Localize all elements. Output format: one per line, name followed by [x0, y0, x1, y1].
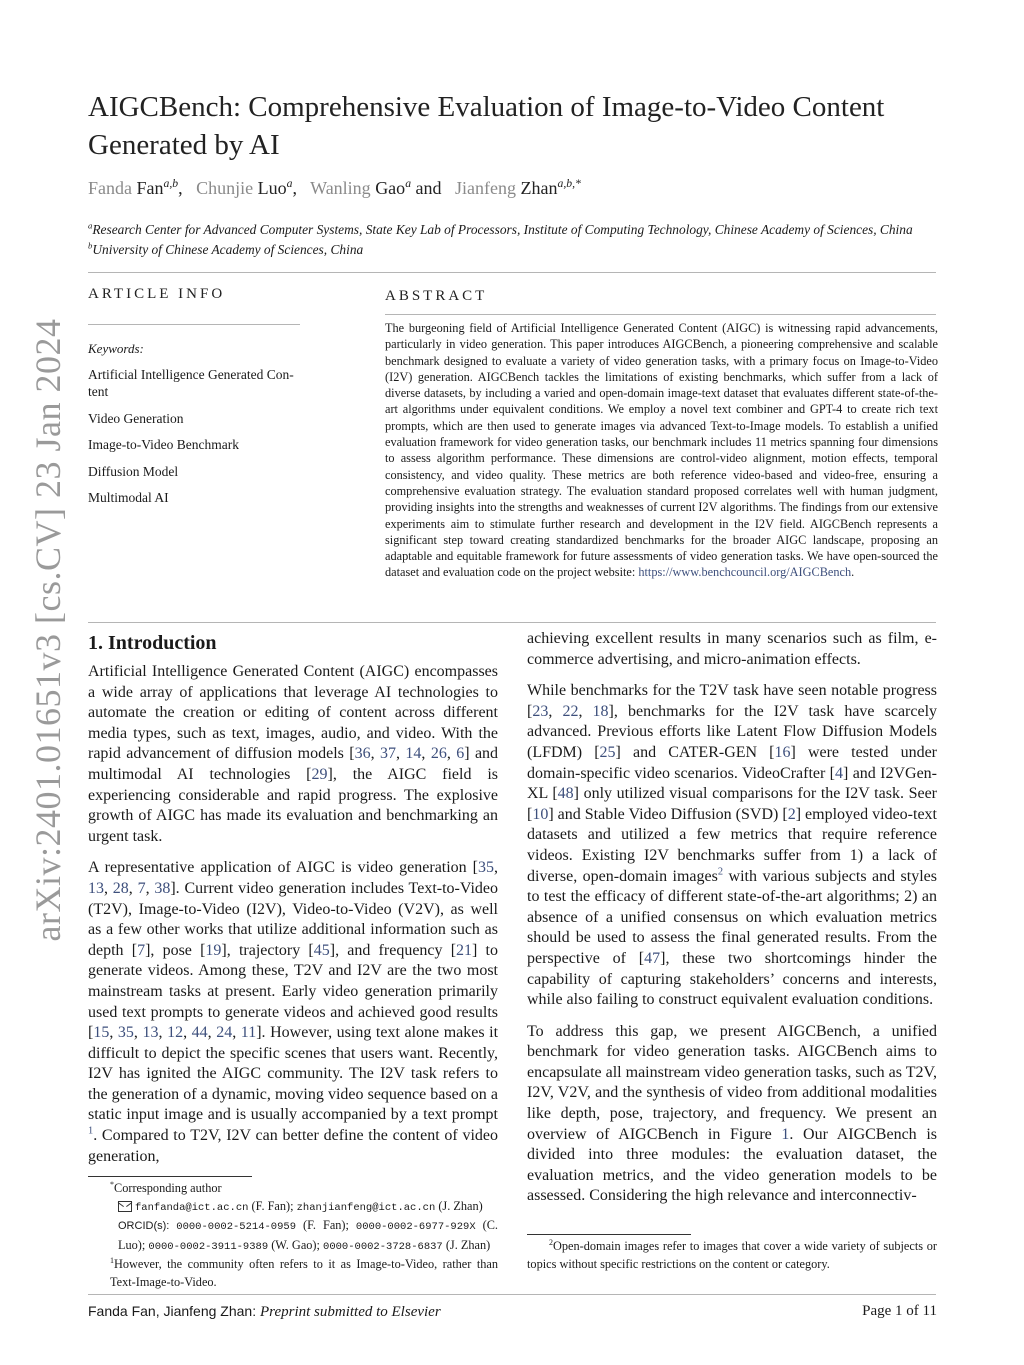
keyword: Diffusion Model	[88, 463, 179, 479]
citation-link[interactable]: 37	[380, 745, 396, 763]
author: Fanda Fan$^{a,b}$,	[88, 177, 192, 198]
paragraph: achieving excellent results in many scenarios such as film, e-commerce advertising, and micro-animation effects.	[527, 630, 937, 668]
keyword: Multimodal AI	[88, 490, 169, 505]
article-info-heading: ARTICLE INFO	[88, 286, 226, 302]
author: Wanling Gao$^a$ and	[310, 177, 451, 198]
citation-link[interactable]: 35	[117, 1024, 134, 1042]
author-list	[88, 178, 968, 199]
affiliation-b: $^b$University of Chinese Academy of Sciences, China	[88, 240, 364, 257]
citation-link[interactable]: 28	[112, 879, 129, 897]
corresponding-author-note: *Corresponding author	[110, 1179, 222, 1195]
citation-link[interactable]: 19	[205, 941, 222, 959]
divider	[88, 1294, 936, 1295]
citation-link[interactable]: 25	[599, 743, 616, 761]
keyword: Video Generation	[88, 410, 184, 426]
keyword: Image-to-Video Benchmark	[88, 437, 240, 452]
divider	[88, 622, 936, 623]
footnotes-right	[527, 1238, 937, 1273]
arxiv-stamp-text: arXiv:2401.01651v3 [cs.CV] 23 Jan 2024	[27, 318, 68, 942]
citation-link[interactable]: 15	[93, 1024, 110, 1042]
section-heading-introduction: 1. Introduction	[88, 632, 217, 654]
citation-link[interactable]: 18	[592, 702, 609, 720]
citation-link[interactable]: 38	[154, 879, 171, 897]
citation-link[interactable]: 14	[405, 745, 422, 763]
citation-link[interactable]: 10	[532, 805, 549, 823]
citation-link[interactable]: 26	[430, 745, 447, 763]
citation-link[interactable]: 48	[557, 785, 574, 803]
citation-link[interactable]: 44	[191, 1024, 208, 1042]
paragraph: While benchmarks for the T2V task have seen notable progress [23, 22, 18], benchmarks for the I2V task have scarcely advanced. Previous efforts like Latent Flow Diffusion Models (LFDM) [25] and CATER-GEN [16] were tested under domain-specific video scenarios. VideoCrafter [4] and I2VGen-XL [48] only utilized visual comparisons for the I2V task. Seer [10] and Stable Video Diffusion (SVD) [2] employed video-text datasets and utilized a few metrics that require reference videos. Existing I2V benchmarks suffer from 1) a lack of diverse, open-domain images$^2$ with various subjects and styles to test the efficacy of different state-of-the-art algorithms; 2) an absence of a unified consensus on which evaluation metrics should be used to assess the final generated results. From the perspective of [47], these two shortcomings hinder the capability of capturing stakeholders’ concerns and interests, while also failing to construct equivalent evaluation conditions.	[527, 682, 938, 1009]
project-website-link[interactable]: https://www.benchcouncil.org/AIGCBench	[638, 565, 852, 580]
keywords-label: Keywords:	[88, 341, 144, 356]
citation-link[interactable]: 4	[835, 764, 844, 782]
citation-link[interactable]: 45	[313, 941, 330, 959]
footnotes-left	[88, 1180, 498, 1292]
citation-link[interactable]: 47	[644, 949, 661, 967]
divider	[88, 272, 936, 273]
citation-link[interactable]: 16	[774, 743, 791, 761]
citation-link[interactable]: 11	[240, 1024, 257, 1042]
arxiv-stamp	[20, 295, 75, 965]
figure-link[interactable]: 1	[781, 1125, 790, 1143]
footnote-link[interactable]: 2	[717, 866, 724, 878]
citation-link[interactable]: 7	[137, 879, 146, 897]
paragraph: Artificial Intelligence Generated Content (AIGC) encompasses a wide array of applications that leverage AI technologies to automate the creation or editing of content across different media types, such as text, images, audio, and video. With the rapid advancement of diffusion models [36, 37, 14, 26, 6] and multimodal AI technologies [29], the AIGC field is experiencing considerable and rapid progress. The explosive growth of AIGC has made its evaluation and benchmarking an urgent task.	[88, 663, 499, 845]
citation-link[interactable]: 36	[354, 745, 371, 763]
keyword-list	[88, 366, 308, 516]
author: Chunjie Luo$^a$,	[196, 177, 306, 198]
citation-link[interactable]: 35	[478, 859, 494, 877]
page-number: Page 1 of 11	[862, 1303, 937, 1319]
citation-link[interactable]: 12	[167, 1024, 184, 1042]
footnote-rule	[527, 1234, 691, 1235]
abstract-body: The burgeoning field of Artificial Intelligence Generated Content (AIGC) is witnessing rapid advancements, particularly in video generation. This paper introduces AIGCBench, a pioneering comprehensive and scalable benchmark designed to evaluate a variety of video generation tasks, with a primary focus on Image-to-Video (I2V) generation. AIGCBench tackles the limitations of existing benchmarks, which suffer from a lack of diverse datasets, by including a varied and open-domain image-text dataset that evaluates different state-of-the-art algorithms under equivalent conditions. We employ a novel text combiner and GPT-4 to create rich text prompts, which are then used to generate images via advanced Text-to-Image models. To establish a unified evaluation framework for video generation tasks, our benchmark includes 11 metrics spanning four dimensions to assess algorithm performance. These dimensions are control-video alignment, motion effects, temporal consistency, and video quality. These metrics are both reference video-based and video-free, ensuring a comprehensive evaluation strategy. The evaluation standard proposed correlates well with human judgment, providing insights into the strengths and weaknesses of current I2V algorithms. The findings from our extensive experiments aim to stimulate further research and development in the I2V field. AIGCBench represents a significant step toward creating standardized benchmarks for the broader AIGC landscape, proposing an adaptable and equitable framework for future assessments of video generation tasks. We have open-sourced the dataset and evaluation code on the project website: https://www.benchcouncil.org/AIGCBench.	[385, 321, 938, 580]
paragraph: To address this gap, we present AIGCBench, a unified benchmark for video generation tasks. AIGCBench aims to encapsulate all mainstream video generation tasks, such as T2V, I2V, V2V, and the synthesis of video from additional modalities like depth, pose, trajectory, and frequency. We present an overview of AIGCBench in Figure 1. Our AIGCBench is divided into three modules: the evaluation dataset, the evaluation metrics, and the video generation models to be assessed. Considering the high relevance and interconnectiv-	[527, 1022, 937, 1205]
citation-link[interactable]: 13	[142, 1024, 159, 1042]
affiliation-a: $^a$Research Center for Advanced Computer Systems, State Key Lab of Processors, Institute of Computing Technology, Chinese Academy of Sciences, China	[88, 220, 913, 237]
divider	[385, 314, 936, 315]
email-link[interactable]: fanfanda@ict.ac.cn	[135, 1201, 249, 1214]
footnote-1: $^1$However, the community often refers to it as Image-to-Video, rather than Text-Image-to-Video.	[110, 1256, 498, 1289]
citation-link[interactable]: 22	[562, 702, 579, 720]
footnote-rule	[88, 1176, 252, 1177]
footer-running-head: Fanda Fan, Jianfeng Zhan: Preprint submitted to Elsevier	[88, 1303, 441, 1320]
email-link[interactable]: zhanjianfeng@ict.ac.cn	[296, 1201, 436, 1214]
left-column	[88, 662, 498, 1178]
citation-link[interactable]: 29	[311, 765, 328, 783]
keyword: Artificial Intelligence Generated Con- tent	[88, 367, 294, 399]
email-note: fanfanda@ict.ac.cn (F. Fan); zhanjianfeng@ict.ac.cn (J. Zhan)	[88, 1198, 498, 1218]
citation-link[interactable]: 6	[456, 745, 465, 763]
envelope-icon	[118, 1201, 132, 1212]
footnote-link[interactable]: 1	[88, 1125, 94, 1137]
paragraph: A representative application of AIGC is video generation [35, 13, 28, 7, 38]. Current video generation includes Text-to-Video (T2V), Image-to-Video (I2V), Video-to-Video (V2V), as well as a few other works that utilize additional information such as depth [7], pose [19], trajectory [45], and frequency [21] to generate videos. Among these, T2V and I2V are the two most mainstream tasks at present. Early video generation primarily used text prompts to generate videos and achieved good results [15, 35, 13, 12, 44, 24, 11]. However, using text alone makes it difficult to depict the specific scenes that users want. Recently, I2V has ignited the AIGC community. The I2V task refers to the generation of a dynamic, moving video sequence based on a static input image and is usually accompanied by a text prompt $^1$. Compared to T2V, I2V can better define the content of video generation,	[88, 859, 499, 1165]
orcid-note: ORCID(s): 0000-0002-5214-0959 (F. Fan); 0000-0002-6977-929X (C. Luo); 0000-0002-3911-9389 (W. Gao); 0000-0002-3728-6837 (J. Zhan)	[118, 1218, 498, 1253]
citation-link[interactable]: 13	[88, 879, 104, 897]
citation-link[interactable]: 23	[532, 702, 549, 720]
citation-link[interactable]: 7	[137, 941, 146, 959]
abstract-heading: ABSTRACT	[385, 288, 488, 304]
author: Jianfeng Zhan$^{a,b,*}$	[455, 177, 581, 198]
divider	[88, 324, 300, 325]
citation-link[interactable]: 24	[216, 1024, 233, 1042]
paper-title: AIGCBench: Comprehensive Evaluation of Image-to-Video Content Generated by AI	[88, 91, 885, 161]
citation-link[interactable]: 21	[456, 941, 473, 959]
citation-link[interactable]: 2	[787, 805, 796, 823]
right-column	[527, 629, 937, 1218]
footnote-2: $^2$Open-domain images refer to images that cover a wide variety of subjects or topics without specific restrictions on the content or category.	[527, 1237, 937, 1271]
